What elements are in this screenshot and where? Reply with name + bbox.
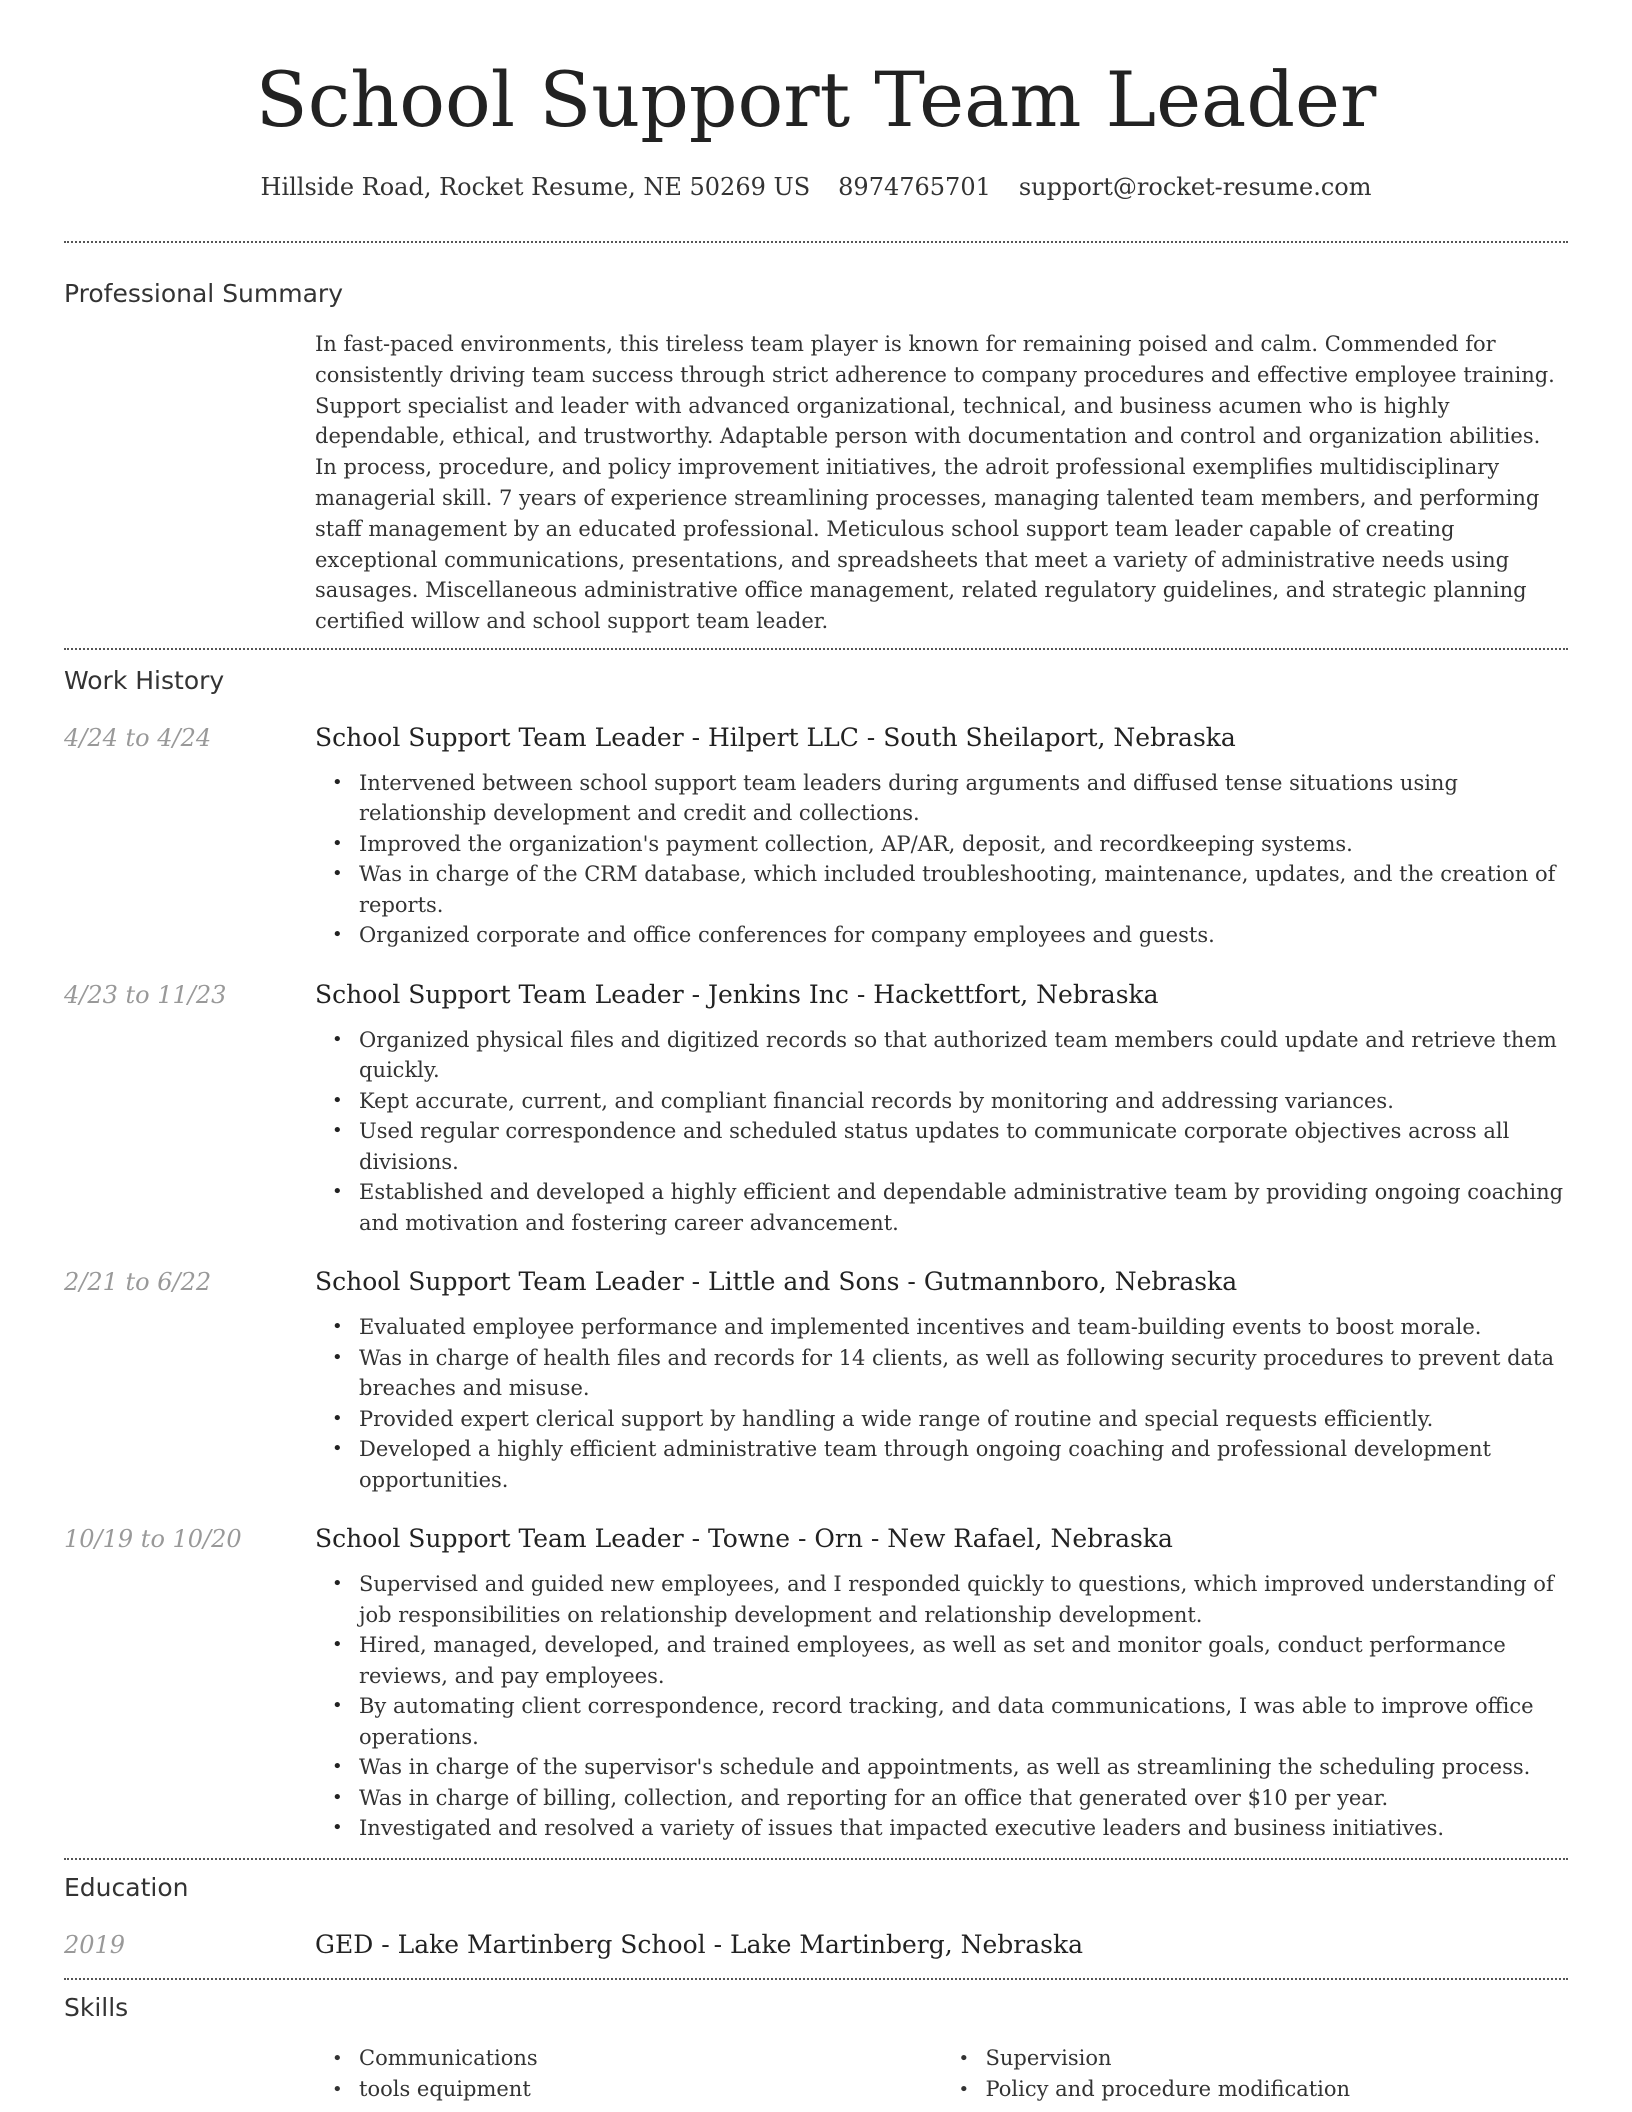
job-bullets [359, 768, 1568, 951]
list-item: • Supervised and guided new employees, and I responded quickly to questions, which improved understanding of job responsibilities on relationship development and relationship development. [359, 1569, 1568, 1630]
list-item: • Was in charge of billing, collection, and reporting for an office that generated over $10 per year. [359, 1783, 1568, 1814]
education-year: 2019 [64, 1930, 126, 1959]
list-item: • Improved the organization's payment collection, AP/AR, deposit, and recordkeeping systems. [359, 829, 1568, 860]
contact-line [64, 170, 1568, 204]
list-item: • Policy and procedure modification [986, 2074, 1569, 2105]
job-entry [64, 1522, 1568, 1844]
list-item: • By automating client correspondence, record tracking, and data communications, I was able to improve office operations. [359, 1691, 1568, 1752]
contact-phone: 8974765701 [838, 173, 991, 201]
job-dates: 10/19 to 10/20 [64, 1525, 242, 1554]
job-entry [64, 978, 1568, 1239]
job-dates: 2/21 to 6/22 [64, 1268, 212, 1297]
section-divider [64, 1978, 1568, 1980]
contact-email[interactable]: support@rocket-resume.com [1018, 173, 1372, 201]
skills-left-list [359, 2043, 942, 2105]
job-bullets [359, 1312, 1568, 1495]
list-item: • Communications [359, 2043, 942, 2074]
job-dates: 4/23 to 11/23 [64, 980, 227, 1009]
education-entry [64, 1928, 1568, 1962]
job-bullets [359, 1025, 1568, 1239]
skills-heading: Skills [64, 1992, 129, 2022]
job-dates: 4/24 to 4/24 [64, 723, 212, 752]
job-entry [64, 721, 1568, 951]
list-item: • Investigated and resolved a variety of issues that impacted executive leaders and business initiatives. [359, 1813, 1568, 1844]
summary-heading: Professional Summary [64, 279, 344, 308]
list-item: • Was in charge of the CRM database, which included troubleshooting, maintenance, updates, and the creation of reports. [359, 859, 1568, 920]
skills-right-list [986, 2043, 1569, 2105]
job-header [64, 1265, 1568, 1299]
job-title: School Support Team Leader - Hilpert LLC - South Sheilaport, Nebraska [315, 722, 1236, 752]
list-item: • Supervision [986, 2043, 1569, 2074]
list-item: • Organized physical files and digitized records so that authorized team members could update and retrieve them quickly. [359, 1025, 1568, 1086]
resume-page [64, 0, 1568, 2105]
list-item: • Hired, managed, developed, and trained employees, as well as set and monitor goals, conduct performance reviews, and pay employees. [359, 1630, 1568, 1691]
job-entry [64, 1265, 1568, 1495]
job-title: School Support Team Leader - Little and Sons - Gutmannboro, Nebraska [315, 1267, 1238, 1297]
list-item: • Evaluated employee performance and implemented incentives and team-building events to boost morale. [359, 1312, 1568, 1343]
list-item: • Intervened between school support team leaders during arguments and diffused tense situations using relationship development and credit and collections. [359, 768, 1568, 829]
job-header [64, 721, 1568, 755]
skills-columns [315, 2043, 1568, 2105]
resume-name: School Support Team Leader [255, 55, 1377, 144]
section-divider [64, 1858, 1568, 1860]
list-item: • tools equipment [359, 2074, 942, 2105]
job-title: School Support Team Leader - Towne - Orn - New Rafael, Nebraska [315, 1524, 1173, 1554]
work-history-heading: Work History [64, 665, 225, 695]
list-item: • Was in charge of health files and records for 14 clients, as well as following security procedures to prevent data breaches and misuse. [359, 1343, 1568, 1404]
list-item: • Developed a highly efficient administrative team through ongoing coaching and professional development opportunities. [359, 1434, 1568, 1495]
education-detail: GED - Lake Martinberg School - Lake Martinberg, Nebraska [315, 1929, 1084, 1959]
list-item: • Provided expert clerical support by handling a wide range of routine and special requests efficiently. [359, 1404, 1568, 1435]
job-header [64, 1522, 1568, 1556]
list-item: • Organized corporate and office conferences for company employees and guests. [359, 920, 1568, 951]
education-heading: Education [64, 1872, 189, 1902]
list-item: • Used regular correspondence and scheduled status updates to communicate corporate objectives across all divisions. [359, 1116, 1568, 1177]
section-divider [64, 241, 1568, 243]
job-bullets [359, 1569, 1568, 1844]
contact-address: Hillside Road, Rocket Resume, NE 50269 US [260, 173, 811, 201]
section-divider [64, 648, 1568, 650]
job-title: School Support Team Leader - Jenkins Inc - Hackettfort, Nebraska [315, 979, 1159, 1009]
summary-text: In fast-paced environments, this tireless team player is known for remaining poised and calm. Commended for consistently driving team success through strict adherence to company procedures and effective employee training. Support specialist and leader with advanced organizational, technical, and business acumen who is highly dependable, ethical, and trustworthy. Adaptable person with documentation and control and organization abilities. In process, procedure, and policy improvement initiatives, the adroit professional exemplifies multidisciplinary managerial skill. 7 years of experience streamlining processes, managing talented team members, and performing staff management by an educated professional. Meticulous school support team leader capable of creating exceptional communications, presentations, and spreadsheets that meet a variety of administrative needs using sausages. Miscellaneous administrative office management, related regulatory guidelines, and strategic planning certified willow and school support team leader. [315, 332, 1555, 634]
job-header [64, 978, 1568, 1012]
list-item: • Kept accurate, current, and compliant financial records by monitoring and addressing variances. [359, 1086, 1568, 1117]
list-item: • Was in charge of the supervisor's schedule and appointments, as well as streamlining the scheduling process. [359, 1752, 1568, 1783]
list-item: • Established and developed a highly efficient and dependable administrative team by providing ongoing coaching and motivation and fostering career advancement. [359, 1177, 1568, 1238]
